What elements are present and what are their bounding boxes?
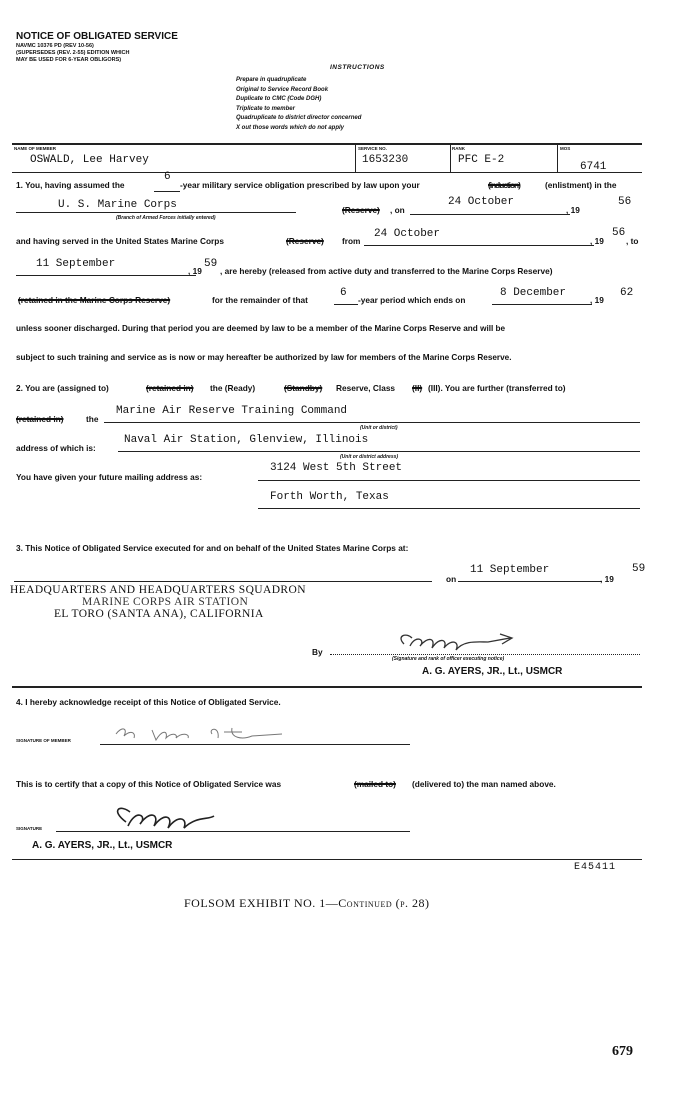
member-name: OSWALD, Lee Harvey: [30, 154, 149, 166]
struck-text: (Reserve): [342, 205, 380, 215]
struck-standby: [284, 383, 322, 393]
mos: 6741: [580, 161, 607, 173]
para2-text: the: [86, 414, 99, 424]
officer-name: A. G. AYERS, JR., Lt., USMCR: [422, 666, 563, 677]
mos-label: MOS: [560, 146, 571, 151]
para1-text: , 19: [566, 205, 580, 215]
from-year: 56: [612, 227, 626, 239]
form-number: NAVMC 10376 PD (REV 10-56): [16, 43, 94, 49]
member-box-divider: [557, 144, 558, 172]
officer-signature-icon: [392, 630, 532, 656]
enlist-date: 24 October: [448, 196, 515, 208]
stamp-line: MARINE CORPS AIR STATION: [82, 596, 249, 608]
fill-line: [16, 275, 196, 276]
para1-text: and having served in the United States Marine Corps: [16, 236, 224, 246]
page-number: 679: [612, 1044, 633, 1059]
to-year: 59: [204, 258, 218, 270]
fill-line: [56, 831, 410, 832]
instruction-line: Prepare in quadruplicate: [236, 77, 307, 83]
member-box-top: [12, 143, 642, 145]
struck-retained-2: [146, 383, 193, 393]
fill-line: [14, 581, 432, 582]
member-box-divider: [355, 144, 356, 172]
service-number-label: SERVICE NO.: [358, 146, 387, 151]
rank-label: RANK: [452, 146, 465, 151]
form-supersedes: (SUPERSEDES (REV. 2-55) EDITION WHICH: [16, 50, 130, 56]
struck-reserve: [342, 205, 380, 215]
struck-induction: [488, 180, 520, 190]
para1-text: for the remainder of that: [212, 295, 308, 305]
para1-text: unless sooner discharged. During that period you are deemed by law to be a member of the Marine Corps Reserve and will be: [16, 324, 506, 333]
instruction-line: Quadruplicate to district director concerned: [236, 115, 362, 121]
from-date: 24 October: [374, 228, 441, 240]
member-box-bottom: [12, 172, 642, 173]
certify-text: This is to certify that a copy of this Notice of Obligated Service was: [16, 779, 282, 789]
mailing-address-1: 3124 West 5th Street: [270, 462, 403, 474]
struck-text: (retained in): [146, 383, 194, 393]
para1-text: 1. You, having assumed the: [16, 180, 125, 190]
mailing-label: You have given your future mailing address as:: [16, 472, 203, 482]
fill-line: [410, 214, 570, 215]
para3-text: 3. This Notice of Obligated Service executed for and on behalf of the United States Marine Corps at:: [16, 543, 409, 553]
certify-text: (delivered to) the man named above.: [412, 779, 556, 789]
name-label: NAME OF MEMBER: [14, 146, 56, 151]
stamp-line: HEADQUARTERS AND HEADQUARTERS SQUADRON: [10, 584, 306, 596]
address-caption: (Unit or district address): [340, 454, 399, 460]
end-year: 62: [620, 287, 634, 299]
address-label: address of which is:: [16, 443, 96, 453]
officer-name-2: A. G. AYERS, JR., Lt., USMCR: [32, 840, 173, 851]
enlist-year: 56: [618, 196, 632, 208]
service-number: 1653230: [362, 154, 409, 166]
to-date: 11 September: [36, 258, 116, 270]
para1-text: , are hereby (released from active duty and transferred to the Marine Corps Reserve): [220, 266, 553, 276]
fill-line: [492, 304, 592, 305]
struck-text: (II): [412, 383, 423, 393]
rank: PFC E-2: [458, 154, 505, 166]
para2-text: the (Ready): [210, 383, 256, 393]
section-divider: [12, 686, 642, 688]
form-title: NOTICE OF OBLIGATED SERVICE: [16, 31, 178, 42]
struck-text: (induction): [488, 180, 520, 190]
unit-caption: (Unit or district): [360, 425, 398, 431]
struck-text: (retained in): [16, 414, 64, 424]
fill-line: [458, 581, 602, 582]
reserve-unit: Marine Air Reserve Training Command: [116, 405, 348, 417]
instruction-line: Duplicate to CMC (Code DGH): [236, 96, 322, 102]
struck-text: (Reserve): [286, 236, 324, 246]
para1-text: , to: [626, 236, 639, 246]
unit-address: Naval Air Station, Glenview, Illinois: [124, 434, 369, 446]
fill-line: [258, 508, 640, 509]
para1-text: , 19: [188, 266, 202, 276]
para1-text: -year period which ends on: [358, 295, 466, 305]
member-box-divider: [450, 144, 451, 172]
instructions-heading: INSTRUCTIONS: [330, 64, 385, 71]
fill-line: [154, 191, 180, 192]
struck-text: (Standby): [284, 383, 323, 393]
member-signature-icon: [112, 724, 312, 744]
struck-reserve-2: [286, 236, 324, 246]
executed-date: 11 September: [470, 564, 550, 576]
para1-text: , on: [390, 205, 405, 215]
para1-text: (enlistment) in the: [545, 180, 617, 190]
fill-line: [364, 245, 594, 246]
fill-line: [16, 212, 296, 213]
struck-retained: [18, 295, 170, 305]
on-label: on: [446, 574, 457, 584]
para4-text: 4. I hereby acknowledge receipt of this Notice of Obligated Service.: [16, 697, 281, 707]
struck-mailed: [354, 779, 396, 789]
para1-text: , 19: [590, 236, 604, 246]
para1-text: subject to such training and service as is now or may hereafter be authorized by law for members of the Marine Corps Reserve.: [16, 353, 512, 362]
bottom-divider: [12, 859, 642, 860]
obligation-years-2: 6: [340, 287, 347, 299]
para1-text: , 19: [590, 295, 604, 305]
exhibit-caption: FOLSOM EXHIBIT NO. 1—Continued (p. 28): [184, 896, 430, 910]
instruction-line: Original to Service Record Book: [236, 86, 329, 93]
command-stamp: [10, 584, 306, 620]
para1-text: -year military service obligation prescribed by law upon your: [180, 180, 420, 190]
branch: U. S. Marine Corps: [58, 199, 177, 211]
struck-text: (retained in the Marine Corps Reserve): [18, 295, 171, 305]
form-code: E45411: [574, 862, 617, 873]
instructions-list: [236, 76, 361, 133]
branch-caption: (Branch of Armed Forces initially entered): [116, 215, 216, 221]
fill-line: [104, 422, 640, 423]
para2-text: (III). You are further (transferred to): [428, 383, 566, 393]
fill-line: [258, 480, 640, 481]
fill-line: [118, 451, 640, 452]
struck-class-ii: [412, 383, 422, 393]
stamp-line: EL TORO (SANTA ANA), CALIFORNIA: [54, 608, 264, 620]
member-signature-label: SIGNATURE OF MEMBER: [16, 738, 71, 743]
executed-year: 59: [632, 563, 646, 575]
fill-line: [334, 304, 358, 305]
signature-label: SIGNATURE: [16, 826, 43, 831]
para3-text: , 19: [600, 574, 614, 584]
para2-text: Reserve, Class: [336, 383, 396, 393]
form-usage-note: MAY BE USED FOR 6-YEAR OBLIGORS): [16, 57, 122, 63]
instruction-line: X out those words which do not apply: [236, 124, 344, 131]
para2-text: 2. You are (assigned to): [16, 383, 109, 393]
struck-text: (mailed to): [354, 779, 396, 789]
para1-text: from: [342, 236, 361, 246]
signature-caption: (Signature and rank of officer executing notice): [392, 656, 505, 662]
obligation-years: 6: [164, 171, 171, 183]
by-label: By: [312, 647, 323, 657]
struck-retained-3: [16, 414, 63, 424]
mailing-address-2: Forth Worth, Texas: [270, 491, 389, 503]
fill-line: [100, 744, 410, 745]
instruction-line: Triplicate to member: [236, 105, 295, 112]
end-date: 8 December: [500, 287, 567, 299]
